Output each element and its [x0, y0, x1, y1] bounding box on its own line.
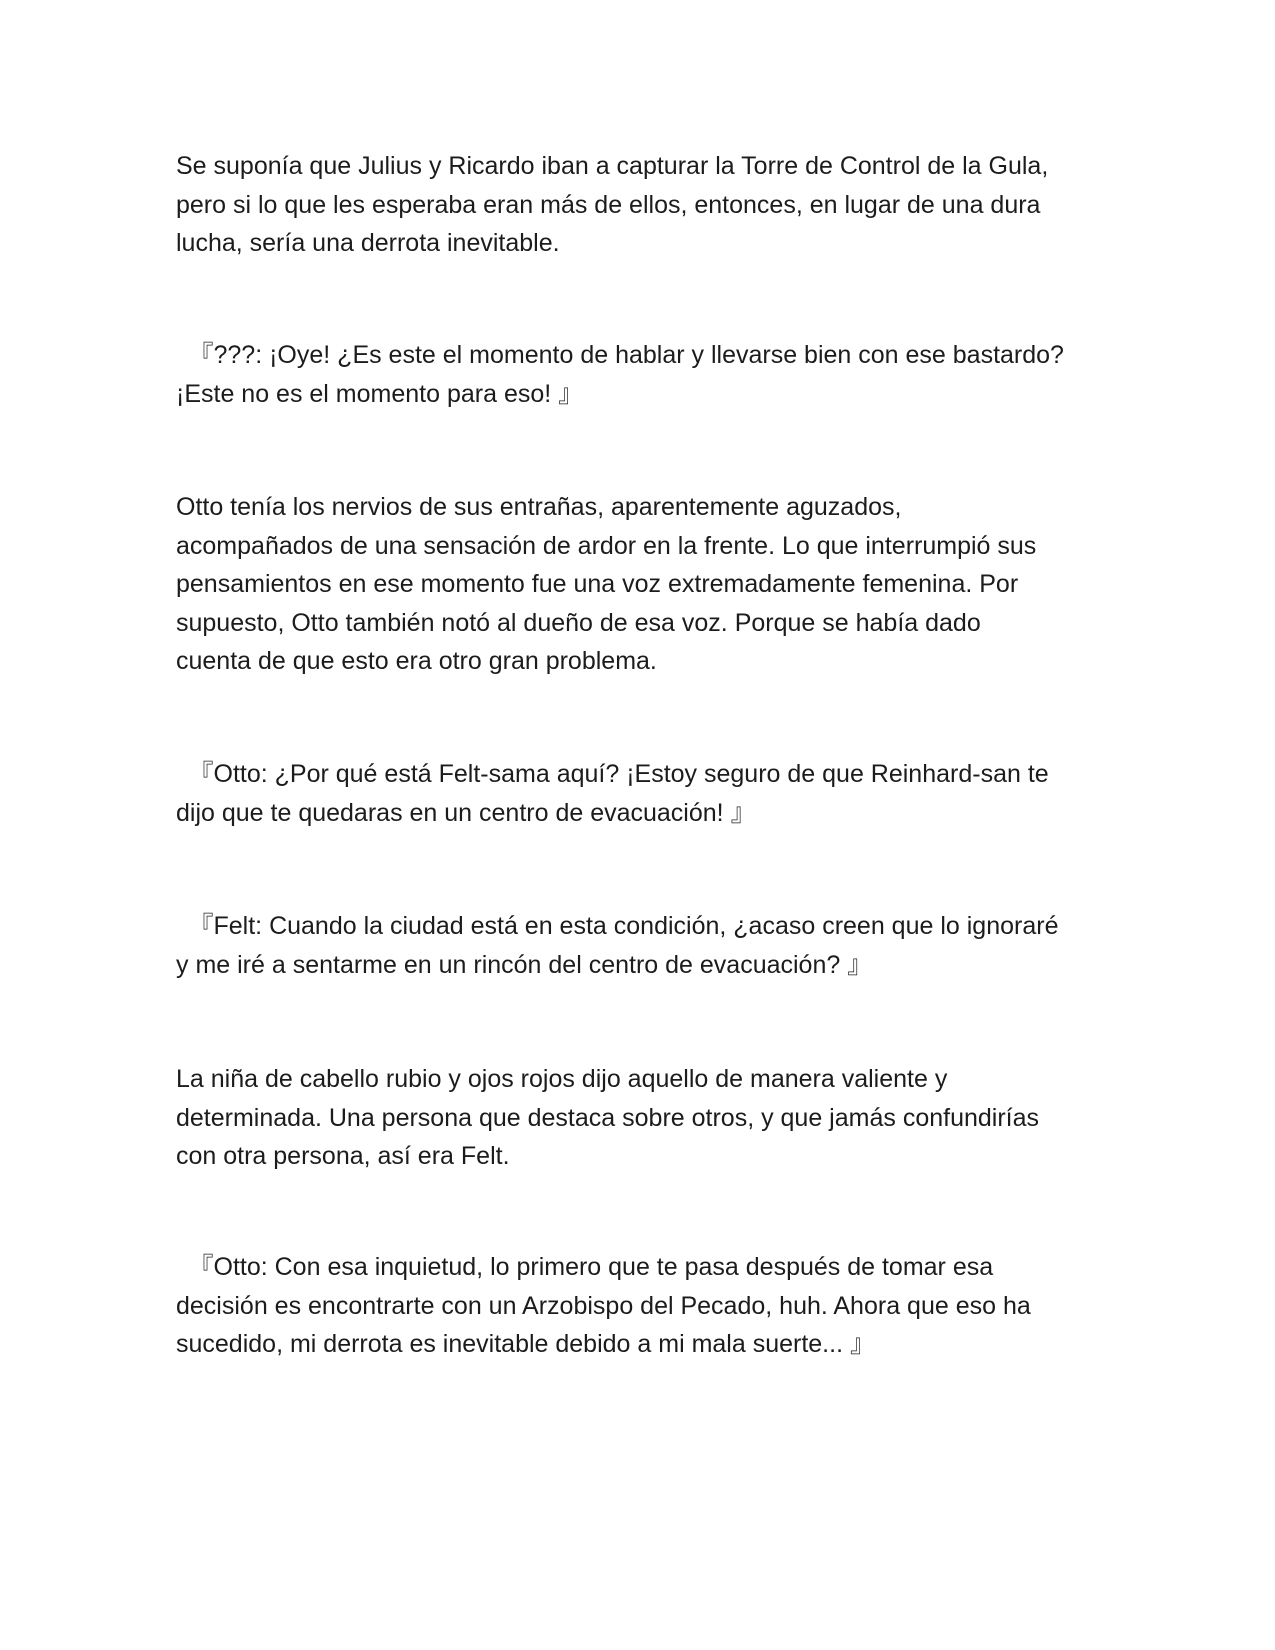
dialogue-paragraph-unknown-speaker: 『???: ¡Oye! ¿Es este el momento de hablar y llevarse bien con ese bastardo? ¡Este no es el momento para eso! 』: [176, 341, 1064, 408]
narration-paragraph-3: La niña de cabello rubio y ojos rojos dijo aquello de manera valiente y determinada. Una persona que destaca sobre otros, y que jamás confundirías con otra persona, así era Felt.: [176, 1065, 1040, 1170]
dialogue-paragraph-otto-1: 『Otto: ¿Por qué está Felt-sama aquí? ¡Estoy seguro de que Reinhard-san te dijo que te quedaras en un centro de evacuación! 』: [176, 760, 1049, 827]
dialogue-paragraph-felt: 『Felt: Cuando la ciudad está en esta condición, ¿acaso creen que lo ignoraré y me iré a sentarme en un rincón del centro de evacuación? 』: [176, 912, 1059, 979]
narration-paragraph-2: Otto tenía los nervios de sus entrañas, aparentemente aguzados, acompañados de una sensación de ardor en la frente. Lo que interrumpió sus pensamientos en ese momento fue una voz extremadamente femenina. Por supuesto, Otto también notó al dueño de esa voz. Porque se había dado cuenta de que esto era otro gran problema.: [176, 493, 1037, 675]
dialogue-paragraph-otto-2: 『Otto: Con esa inquietud, lo primero que te pasa después de tomar esa decisión es encontrarte con un Arzobispo del Pecado, huh. Ahora que eso ha sucedido, mi derrota es inevitable debido a mi mala suerte... 』: [176, 1253, 1031, 1358]
narration-paragraph-1: Se suponía que Julius y Ricardo iban a capturar la Torre de Control de la Gula, pero si lo que les esperaba eran más de ellos, entonces, en lugar de una dura lucha, sería una derrota inevitable.: [176, 152, 1049, 257]
